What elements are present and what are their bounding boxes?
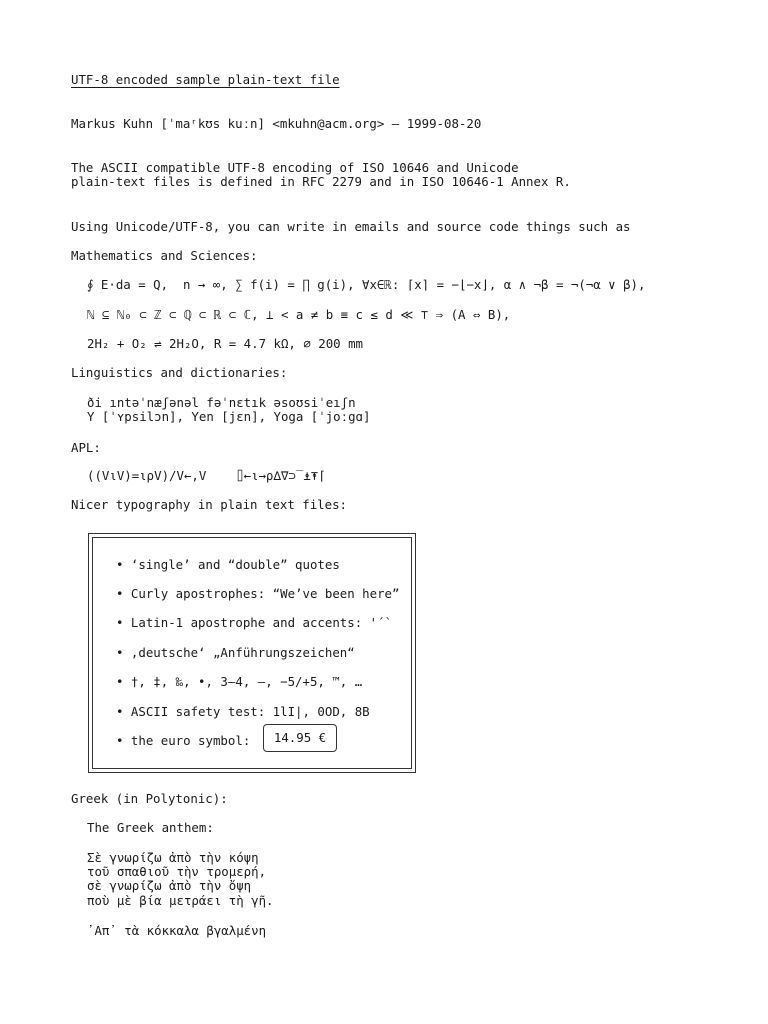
intro-line-2: plain-text files is defined in RFC 2279 and in ISO 10646-1 Annex R.: [71, 174, 571, 189]
greek-line-4: ποὺ μὲ βία μετράει τὴ γῆ.: [87, 893, 274, 908]
linguistics-line-1: ði ıntəˈnæʃənəl fəˈnɛtık əsoʊsiˈeıʃn: [87, 395, 356, 410]
greek-line-2: τοῦ σπαθιοῦ τὴν τρομερή,: [87, 864, 267, 879]
apl-line: ((V⍳V)=⍳⍴V)/V←,V ⌷←⍳→⍴∆∇⊃‾⍎⍕⌈: [87, 468, 326, 483]
math-line-2: ℕ ⊆ ℕ₀ ⊂ ℤ ⊂ ℚ ⊂ ℝ ⊂ ℂ, ⊥ < a ≠ b ≡ c ≤ d ≪ ⊤ ⇒ (A ⇔ B),: [87, 307, 511, 322]
intro-line-1: The ASCII compatible UTF-8 encoding of ISO 10646 and Unicode: [71, 160, 519, 175]
page-title: UTF-8 encoded sample plain-text file: [71, 72, 340, 87]
list-item: • †, ‡, ‰, •, 3–4, —, −5/+5, ™, …: [116, 674, 363, 689]
math-line-1: ∮ E⋅da = Q, n → ∞, ∑ f(i) = ∏ g(i), ∀x∈ℝ: ⌈x⌉ = −⌊−x⌋, α ∧ ¬β = ¬(¬α ∨ β),: [87, 277, 646, 292]
author-line: Markus Kuhn [ˈmaʳkʊs kuːn] <mkuhn@acm.org> — 1999-08-20: [71, 116, 482, 131]
math-heading: Mathematics and Sciences:: [71, 248, 258, 263]
greek-heading: Greek (in Polytonic):: [71, 791, 228, 806]
list-item: • Curly apostrophes: “We’ve been here”: [116, 586, 400, 601]
linguistics-heading: Linguistics and dictionaries:: [71, 365, 288, 380]
typography-heading: Nicer typography in plain text files:: [71, 497, 348, 512]
anthem-heading: The Greek anthem:: [87, 820, 214, 835]
euro-price-box: 14.95 €: [263, 724, 337, 752]
list-item: • the euro symbol:: [116, 733, 251, 748]
greek-line-3: σὲ γνωρίζω ἀπὸ τὴν ὄψη: [87, 878, 252, 893]
list-item: • ‘single’ and “double” quotes: [116, 557, 340, 572]
typography-box: [88, 533, 416, 773]
usage-line: Using Unicode/UTF-8, you can write in emails and source code things such as: [71, 219, 631, 234]
apl-heading: APL:: [71, 440, 101, 455]
linguistics-line-2: Y [ˈʏpsilɔn], Yen [jɛn], Yoga [ˈjoːgɑ]: [87, 409, 371, 424]
list-item: • Latin-1 apostrophe and accents: '´`: [116, 615, 393, 630]
greek-line-1: Σὲ γνωρίζω ἀπὸ τὴν κόψη: [87, 850, 259, 865]
list-item: • ASCII safety test: 1lI|, 0OD, 8B: [116, 704, 370, 719]
list-item: • ‚deutsche‘ „Anführungszeichen“: [116, 645, 355, 660]
math-line-3: 2H₂ + O₂ ⇌ 2H₂O, R = 4.7 kΩ, ⌀ 200 mm: [87, 336, 364, 351]
greek-line-5: ᾿Απ᾿ τὰ κόκκαλα βγαλμένη: [87, 923, 267, 938]
